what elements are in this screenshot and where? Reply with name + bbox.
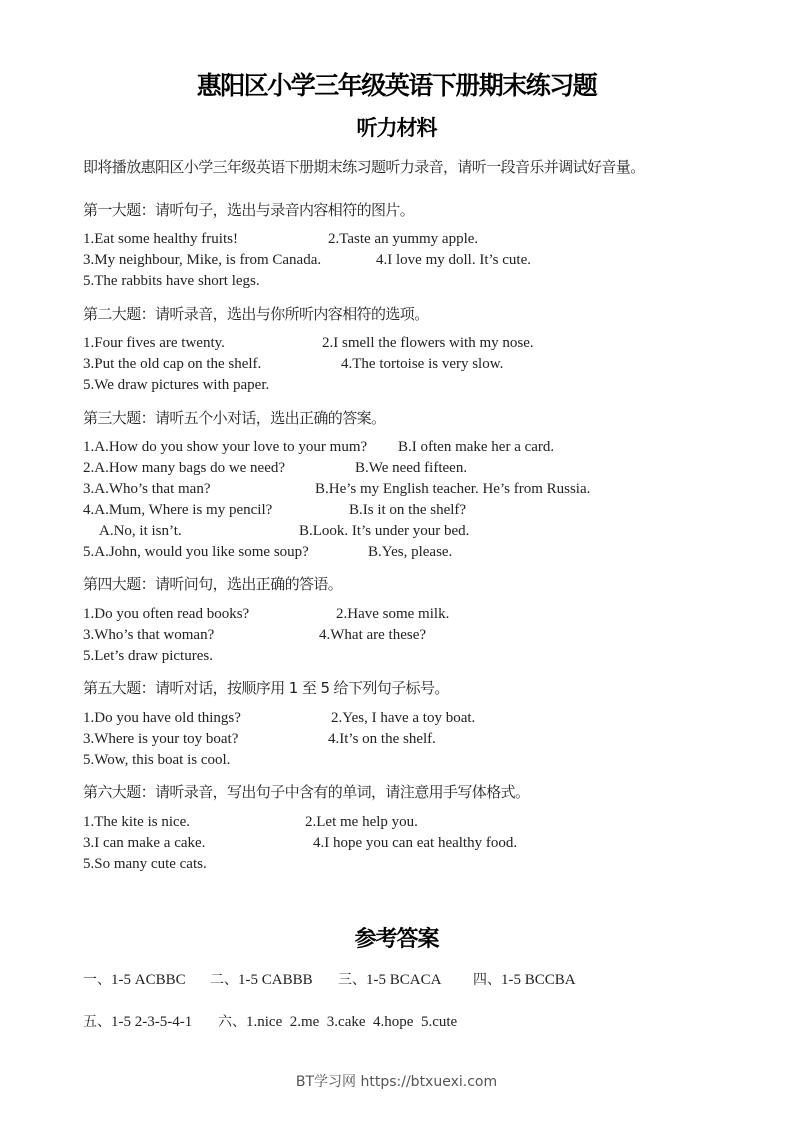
answers-title: 参考答案 <box>354 927 439 952</box>
section-5-line-1a: 1.Do you have old things? <box>83 710 241 726</box>
section-4-line-2a: 3.Who’s that woman? <box>83 627 215 643</box>
section-2-line-1b: 2.I smell the flowers with my nose. <box>322 335 534 351</box>
section-5-line-2a: 3.Where is your toy boat? <box>83 731 239 747</box>
section-3-line-6a: 5.A.John, would you like some soup? <box>83 544 309 560</box>
section-4-line-1a: 1.Do you often read books? <box>83 606 250 622</box>
section-6-line-1a: 1.The kite is nice. <box>83 814 191 830</box>
section-3-line-6b: B.Yes, please. <box>368 544 453 560</box>
intro-text: 即将播放惠阳区小学三年级英语下册期末练习题听力录音，请听一段音乐并调试好音量。 <box>83 158 645 176</box>
section-1-line-3a: 5.The rabbits have short legs. <box>83 273 260 289</box>
section-1-line-1b: 2.Taste an yummy apple. <box>328 231 479 247</box>
section-6-line-2b: 4.I hope you can eat healthy food. <box>313 835 518 851</box>
section-4-line-3a: 5.Let’s draw pictures. <box>83 648 213 664</box>
section-2-line-3a: 5.We draw pictures with paper. <box>83 377 270 393</box>
answer-group-5: 五、1-5 2-3-5-4-1 <box>83 1014 193 1030</box>
section-6-line-2a: 3.I can make a cake. <box>83 835 206 851</box>
section-3-line-3b: B.He’s my English teacher. He’s from Russia. <box>315 481 591 497</box>
section-4-line-2b: 4.What are these? <box>319 627 427 643</box>
section-6-heading: 第六大题：请听录音，写出句子中含有的单词，请注意用手写体格式。 <box>83 783 530 801</box>
section-2-line-2b: 4.The tortoise is very slow. <box>341 356 504 372</box>
answer-group-1: 一、1-5 ACBBC <box>83 972 186 988</box>
section-6-line-1b: 2.Let me help you. <box>305 814 418 830</box>
section-4-heading: 第四大题：请听问句，选出正确的答语。 <box>83 575 343 593</box>
answer-group-6: 六、1.nice 2.me 3.cake 4.hope 5.cute <box>218 1014 458 1030</box>
section-5-heading: 第五大题：请听对话，按顺序用 1 至 5 给下列句子标号。 <box>83 679 449 697</box>
section-1-line-2b: 4.I love my doll. It’s cute. <box>376 252 531 268</box>
section-3-line-1a: 1.A.How do you show your love to your mum? <box>83 439 368 455</box>
section-2-heading: 第二大题：请听录音，选出与你所听内容相符的选项。 <box>83 305 429 323</box>
answer-group-2: 二、1-5 CABBB <box>210 972 313 988</box>
section-1-line-2a: 3.My neighbour, Mike, is from Canada. <box>83 252 322 268</box>
footer-watermark: BT学习网 https://btxuexi.com <box>295 1074 498 1090</box>
answer-group-4: 四、1-5 BCCBA <box>473 972 576 988</box>
section-5-line-2b: 4.It’s on the shelf. <box>328 731 436 747</box>
section-2-line-1a: 1.Four fives are twenty. <box>83 335 225 351</box>
section-3-line-5b: B.Look. It’s under your bed. <box>299 523 470 539</box>
section-3-line-3a: 3.A.Who’s that man? <box>83 481 211 497</box>
section-3-line-2b: B.We need fifteen. <box>355 460 468 476</box>
section-3-line-4a: 4.A.Mum, Where is my pencil? <box>83 502 273 518</box>
section-1-line-1a: 1.Eat some healthy fruits! <box>83 231 238 247</box>
section-3-heading: 第三大题：请听五个小对话，选出正确的答案。 <box>83 409 386 427</box>
section-3-line-5a: A.No, it isn’t. <box>99 523 182 539</box>
section-3-line-2a: 2.A.How many bags do we need? <box>83 460 286 476</box>
section-3-line-4b: B.Is it on the shelf? <box>349 502 467 518</box>
section-6-line-3a: 5.So many cute cats. <box>83 856 207 872</box>
section-4-line-1b: 2.Have some milk. <box>336 606 450 622</box>
section-5-line-1b: 2.Yes, I have a toy boat. <box>331 710 476 726</box>
section-3-line-1b: B.I often make her a card. <box>398 439 555 455</box>
document-subtitle: 听力材料 <box>356 116 437 140</box>
section-5-line-3a: 5.Wow, this boat is cool. <box>83 752 231 768</box>
section-2-line-2a: 3.Put the old cap on the shelf. <box>83 356 262 372</box>
answer-group-3: 三、1-5 BCACA <box>338 972 442 988</box>
section-1-heading: 第一大题：请听句子，选出与录音内容相符的图片。 <box>83 201 415 219</box>
document-title: 惠阳区小学三年级英语下册期末练习题 <box>196 71 597 100</box>
